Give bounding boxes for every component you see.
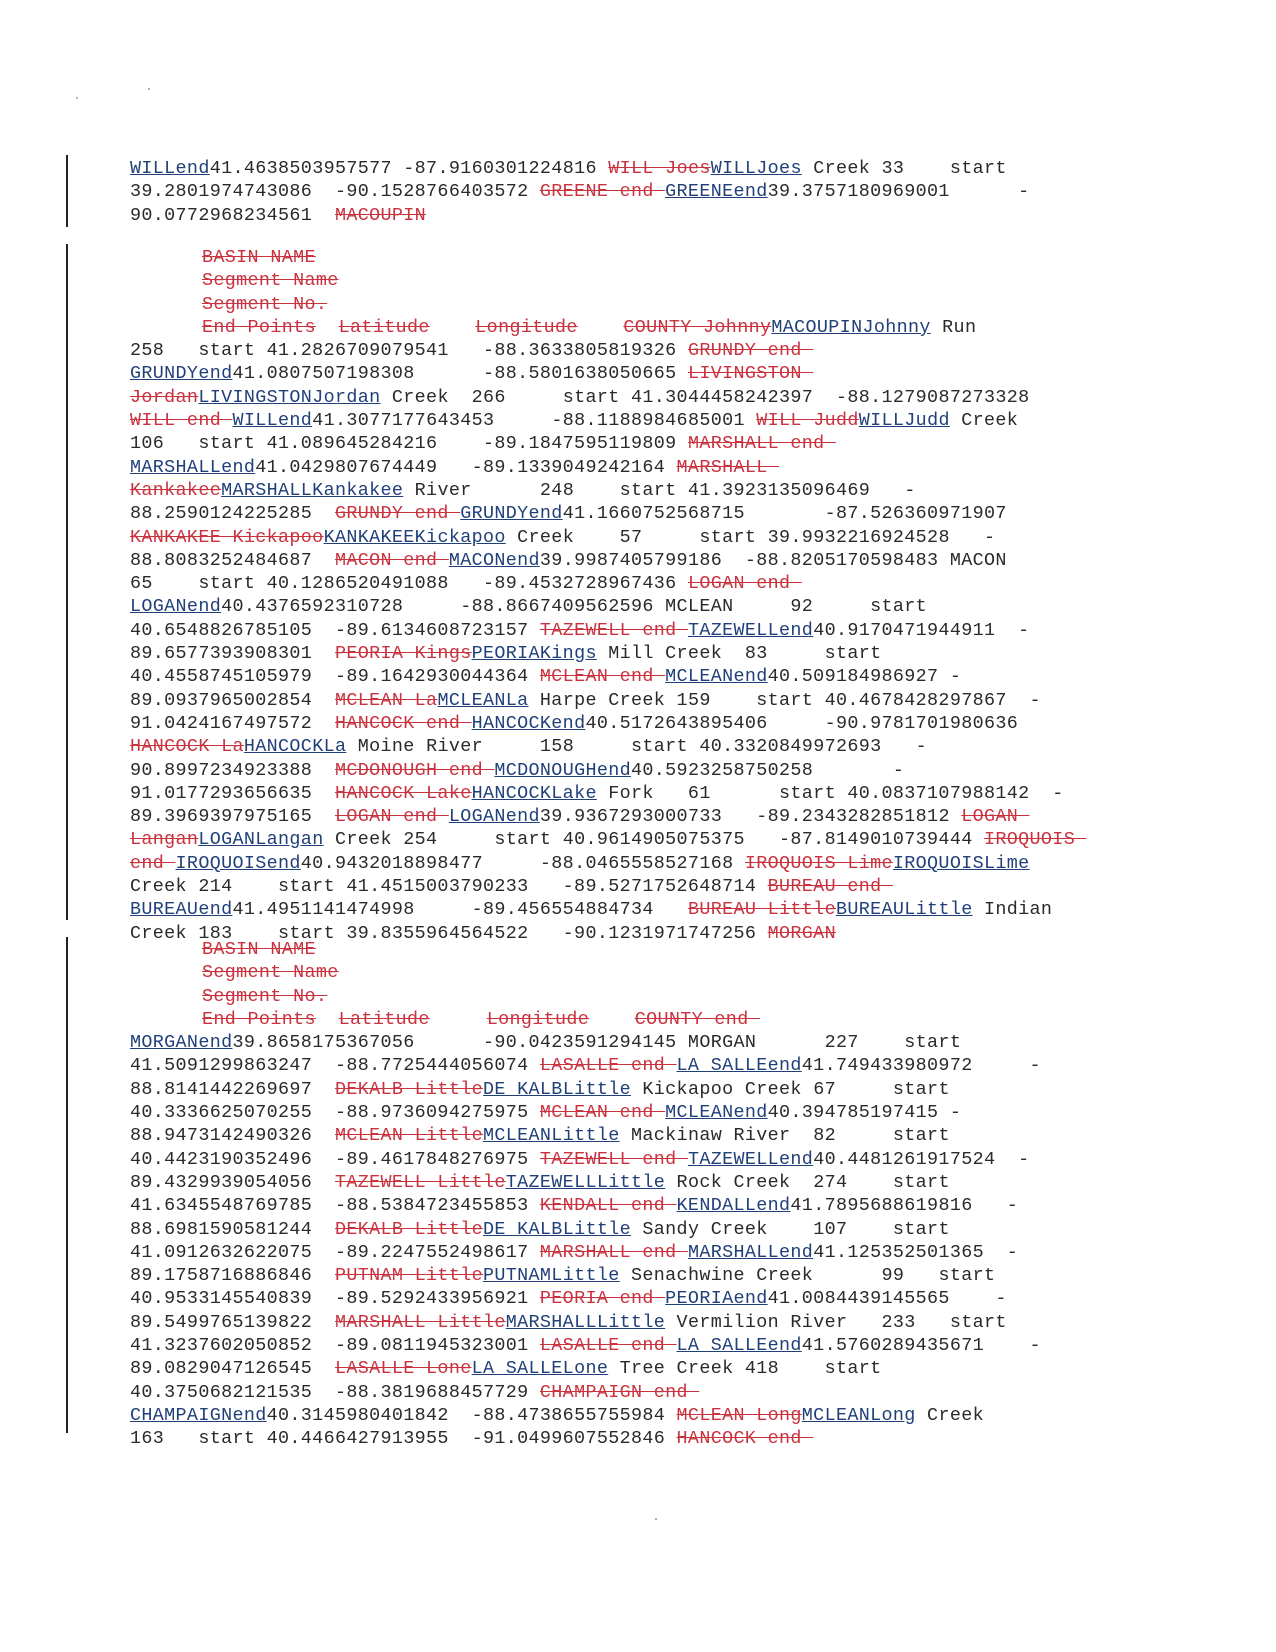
inserted-text: MARSHALLend [687,1241,814,1263]
text-line [130,246,1140,269]
deleted-text: Langan [130,829,199,851]
deleted-text: end [130,852,176,874]
text-line [130,1381,1140,1404]
inserted-text: KANKAKEEKickapoo [323,526,506,548]
deleted-text: MACOUPIN [334,204,427,226]
deleted-text: COUNTY end [634,1008,760,1030]
deleted-text: Segment Name [202,270,339,292]
deleted-text: LOGAN end [334,806,449,828]
deleted-text: MARSHALL [676,456,780,478]
inserted-text: GRUNDYend [460,503,563,525]
deleted-text: MARSHALL end [539,1241,688,1263]
deleted-text: BUREAU end [767,876,893,898]
body-text: Rock Creek 274 start [665,1171,950,1193]
body-text: 41.7895688619816 - [790,1195,1019,1217]
inserted-text: DE KALBLittle [482,1078,632,1100]
change-bar [66,244,68,920]
body-text: 40.509184986927 - [767,666,962,688]
body-text: 88.2590124225285 [130,503,335,525]
deleted-text: HANCOCK end [334,712,472,734]
body-text: 41.0429807674449 -89.1339049242164 [255,456,677,478]
body-text: 41.6345548769785 -88.5384723455853 [130,1195,540,1217]
deleted-text: MCLEAN end [539,666,666,688]
body-text: Sandy Creek 107 start [631,1218,950,1240]
text-line [130,665,1140,688]
deleted-text: Latitude [338,316,430,338]
text-line [130,502,1140,525]
deleted-text: MCLEAN Little [334,1125,483,1147]
deleted-text: WILL Joes [608,158,711,179]
body-text: 41.3237602050852 -89.0811945323001 [130,1335,540,1357]
body-text: Senachwine Creek 99 start [619,1265,996,1287]
body-text: Creek 33 start [801,158,1007,179]
text-line [130,828,1140,851]
deleted-text: TAZEWELL Little [334,1171,506,1193]
inserted-text: GREENEend [665,181,768,203]
body-text: Creek 57 start 39.9932216924528 - [505,526,996,548]
body-text: Creek [915,1404,984,1426]
deleted-text: LOGAN end [687,573,802,595]
inserted-text: MCLEANLong [801,1404,916,1426]
inserted-text: GRUNDYend [130,363,233,385]
body-text: 40.9432018898477 -88.0465558527168 [300,852,745,874]
text-block [130,938,1140,1451]
deleted-text: HANCOCK La [130,736,244,758]
body-text: Moine River 158 start 40.3320849972693 - [346,736,928,758]
inserted-text: WILLJudd [858,410,950,432]
body-text: 40.3145980401842 -88.4738655755984 [266,1404,677,1426]
text-block [130,157,1140,227]
inserted-text: MARSHALLKankakee [221,479,404,501]
body-text: 88.8083252484687 [130,549,335,571]
deleted-text: MCLEAN Long [676,1404,802,1426]
text-line [130,1194,1140,1217]
text-block [130,246,1140,945]
text-line [130,938,1140,961]
inserted-text: TAZEWELLend [687,1148,814,1170]
inserted-text: MACONend [448,549,540,571]
text-line [130,1078,1140,1101]
inserted-text: LA SALLEend [676,1055,802,1077]
deleted-text: TAZEWELL end [539,1148,688,1170]
body-text: 40.4558745105979 -89.1642930044364 [130,666,540,688]
text-line [130,409,1140,432]
body-text: 91.0177293656635 [130,782,335,804]
body-text: 89.4329939054056 [130,1171,335,1193]
deleted-text: PUTNAM Little [334,1265,483,1287]
inserted-text: TAZEWELLend [687,619,814,641]
inserted-text: PEORIAend [665,1288,768,1310]
inserted-text: IROQUOISLime [892,852,1030,874]
body-text: 41.749433980972 - [801,1055,1041,1077]
body-text: Mill Creek 83 start [596,643,882,665]
body-text: 41.3077177643453 -88.1188984685001 [312,410,757,432]
text-line [130,549,1140,572]
body-text: 39.3757180969001 - [767,181,1030,203]
deleted-text: Longitude [475,316,578,338]
deleted-text: HANCOCK Lake [334,782,472,804]
deleted-text: DEKALB Little [334,1218,483,1240]
deleted-text: BASIN NAME [202,939,316,960]
deleted-text: CHAMPAIGN end [539,1381,700,1403]
body-text: Mackinaw River 82 start [619,1125,950,1147]
deleted-text: Kankakee [130,479,222,501]
text-line [130,1334,1140,1357]
body-text: Run [930,316,977,338]
text-line [130,1031,1140,1054]
text-line [130,1171,1140,1194]
text-line [130,204,1140,227]
inserted-text: HANCOCKLake [471,782,597,804]
deleted-text: Longitude [486,1008,590,1030]
body-text: 40.9533145540839 -89.5292433956921 [130,1288,540,1310]
deleted-text: LOGAN [961,806,1030,828]
text-line [130,269,1140,292]
text-line [130,157,1140,180]
text-line [130,1124,1140,1147]
body-text [316,1009,339,1030]
deleted-text: MORGAN [767,922,836,944]
body-text: 40.3750682121535 -88.3819688457729 [130,1381,540,1403]
text-line [130,712,1140,735]
inserted-text: BUREAUend [130,899,233,921]
text-line [130,1101,1140,1124]
inserted-text: IROQUOISend [175,852,301,874]
deleted-text: BUREAU Little [687,899,836,921]
body-text: 40.4481261917524 - [813,1148,1030,1170]
inserted-text: PEORIAKings [471,643,597,665]
deleted-text: BASIN NAME [202,247,316,268]
body-text [430,1009,487,1030]
body-text: 40.6548826785105 -89.6134608723157 [130,619,540,641]
body-text: 89.0829047126545 [130,1358,335,1380]
text-line [130,432,1140,455]
body-text: 65 start 40.1286520491088 -89.4532728967436 [130,573,688,595]
text-line [130,595,1140,618]
body-text: 41.4951141474998 -89.456554884734 [232,899,688,921]
text-line [130,619,1140,642]
text-line [130,1427,1140,1450]
body-text: 90.8997234923388 [130,759,335,781]
body-text: Indian [972,899,1053,921]
deleted-text: IROQUOIS Lime [744,852,893,874]
inserted-text: DE KALBLittle [482,1218,632,1240]
text-line [130,782,1140,805]
text-line [130,572,1140,595]
body-text: Creek 183 start 39.8355964564522 -90.1231971747256 [130,922,768,944]
body-text: 40.9170471944911 - [813,619,1030,641]
inserted-text: LOGANLangan [198,829,324,851]
inserted-text: PUTNAMLittle [482,1265,620,1287]
text-line [130,1241,1140,1264]
inserted-text: MCLEANLa [437,689,529,711]
inserted-text: BUREAULittle [835,899,973,921]
text-line [130,689,1140,712]
text-line [130,456,1140,479]
text-line [130,1218,1140,1241]
deleted-text: WILL end [130,410,233,432]
deleted-text: MCLEAN La [334,689,438,711]
inserted-text: MCLEANLittle [482,1125,620,1147]
deleted-text: Segment Name [202,962,339,984]
deleted-text: KANKAKEE Kickapoo [130,526,324,548]
deleted-text: MARSHALL end [687,433,836,455]
deleted-text: GRUNDY end [687,340,814,362]
text-line [130,1148,1140,1171]
inserted-text: HANCOCKend [471,712,586,734]
inserted-text: MCDONOUGHend [494,759,632,781]
body-text: Harpe Creek 159 start 40.4678428297867 - [528,689,1041,711]
deleted-text: KENDALL end [539,1195,677,1217]
body-text: 39.9987405799186 -88.8205170598483 MACON [539,549,1007,571]
body-text: 41.5091299863247 -88.7725444056074 [130,1055,540,1077]
body-text: 39.8658175367056 -90.0423591294145 MORGAN 227 start [232,1032,962,1054]
body-text: 258 start 41.2826709079541 -88.3633805819326 [130,340,688,362]
text-line [130,362,1140,385]
inserted-text: MARSHALLLittle [505,1311,666,1333]
body-text: 90.0772968234561 [130,204,335,226]
deleted-text: Segment No. [202,985,328,1007]
inserted-text: LA SALLELone [471,1358,609,1380]
text-line [130,898,1140,921]
inserted-text: TAZEWELLLittle [505,1171,666,1193]
deleted-text: LASALLE end [539,1335,677,1357]
body-text: Creek [949,410,1019,432]
body-text: 89.1758716886846 [130,1265,335,1287]
deleted-text: MARSHALL Little [334,1311,506,1333]
deleted-text: LASALLE end [539,1055,677,1077]
body-text [430,317,476,338]
body-text: 91.0424167497572 [130,712,335,734]
inserted-text: LIVINGSTONJordan [198,386,381,408]
body-text: 89.3969397975165 [130,806,335,828]
body-text: 39.9367293000733 -89.2343282851812 [539,806,962,828]
text-line [130,1008,1140,1031]
body-text: Tree Creek 418 start [608,1358,882,1380]
deleted-text: WILL Judd [756,410,859,432]
body-text [589,1009,635,1030]
body-text: 40.394785197415 - [767,1102,962,1124]
body-text: Kickapoo Creek 67 start [631,1078,950,1100]
inserted-text: MACOUPINJohnny [771,316,931,338]
text-line [130,526,1140,549]
body-text: 41.0084439145565 - [767,1288,1007,1310]
inserted-text: MARSHALLend [130,456,256,478]
body-text: 40.3336625070255 -88.9736094275975 [130,1102,540,1124]
text-line [130,479,1140,502]
inserted-text: CHAMPAIGNend [130,1404,267,1426]
inserted-text: WILLend [130,158,210,179]
deleted-text: End Points [202,1008,316,1030]
deleted-text: PEORIA end [539,1288,666,1310]
body-text: 88.8141442269697 [130,1078,335,1100]
deleted-text: MCLEAN end [539,1102,666,1124]
text-line [130,1311,1140,1334]
inserted-text: WILLend [232,410,313,432]
text-line [130,1404,1140,1427]
deleted-text: MCDONOUGH end [334,759,495,781]
text-line [130,805,1140,828]
deleted-text: IROQUOIS [983,829,1087,851]
text-line [130,852,1140,875]
text-line [130,293,1140,316]
deleted-text: LASALLE Lone [334,1358,472,1380]
deleted-text: HANCOCK end [676,1428,814,1450]
deleted-text: PEORIA Kings [334,643,472,665]
inserted-text: WILLJoes [710,158,802,179]
body-text: 88.9473142490326 [130,1125,335,1147]
text-line [130,1357,1140,1380]
body-text [316,317,339,338]
deleted-text: GRUNDY end [334,503,461,525]
deleted-text: Jordan [130,386,199,408]
text-line [130,339,1140,362]
change-bar [66,937,68,1433]
inserted-text: HANCOCKLa [243,736,347,758]
deleted-text: GREENE end [539,181,666,203]
deleted-text: End Points [202,316,316,338]
text-line [130,316,1140,339]
deleted-text: LIVINGSTON [687,363,814,385]
body-text: 41.1660752568715 -87.526360971907 [562,503,1007,525]
inserted-text: KENDALLend [676,1195,791,1217]
body-text: Fork 61 start 40.0837107988142 - [596,782,1064,804]
text-line [130,735,1140,758]
deleted-text: Segment No. [202,293,328,315]
body-text: River 248 start 41.3923135096469 - [403,479,916,501]
text-line [130,180,1140,203]
text-line [130,1264,1140,1287]
body-text: 41.4638503957577 -87.9160301224816 [209,158,609,179]
body-text: Creek 266 start 41.3044458242397 -88.1279087273328 [380,386,1030,408]
body-text: 41.0807507198308 -88.5801638050665 [232,363,688,385]
inserted-text: MORGANend [130,1032,233,1054]
text-line [130,759,1140,782]
body-text: 89.0937965002854 [130,689,335,711]
inserted-text: LOGANend [448,806,540,828]
body-text: 88.6981590581244 [130,1218,335,1240]
body-text: 89.5499765139822 [130,1311,335,1333]
body-text: 40.5172643895406 -90.9781701980636 [585,712,1019,734]
body-text: 39.2801974743086 -90.1528766403572 [130,181,540,203]
inserted-text: MCLEANend [665,666,768,688]
text-line [130,386,1140,409]
text-line [130,1054,1140,1077]
deleted-text: COUNTY Johnny [623,316,772,338]
body-text: Creek 254 start 40.9614905075375 -87.8149010739444 [323,829,984,851]
text-line [130,985,1140,1008]
body-text: 40.4376592310728 -88.8667409562596 MCLEAN 92 start [221,596,928,618]
body-text: 89.6577393908301 [130,643,335,665]
text-line [130,642,1140,665]
deleted-text: Latitude [338,1008,430,1030]
body-text: 106 start 41.089645284216 -89.1847595119809 [130,433,688,455]
body-text: Creek 214 start 41.4515003790233 -89.5271752648714 [130,876,768,898]
change-bar [66,155,68,227]
text-line [130,875,1140,898]
inserted-text: LOGANend [130,596,222,618]
text-line [130,1287,1140,1310]
body-text: 163 start 40.4466427913955 -91.0499607552846 [130,1428,677,1450]
body-text: 41.5760289435671 - [801,1335,1041,1357]
deleted-text: MACON end [334,549,449,571]
inserted-text: LA SALLEend [676,1335,802,1357]
deleted-text: DEKALB Little [334,1078,483,1100]
body-text [578,317,624,338]
body-text: 40.5923258750258 - [631,759,905,781]
body-text: 40.4423190352496 -89.4617848276975 [130,1148,540,1170]
body-text: 41.125352501365 - [813,1241,1019,1263]
deleted-text: TAZEWELL end [539,619,688,641]
text-line [130,961,1140,984]
body-text: 41.0912632622075 -89.2247552498617 [130,1241,540,1263]
body-text: Vermilion River 233 start [665,1311,1007,1333]
inserted-text: MCLEANend [665,1102,768,1124]
